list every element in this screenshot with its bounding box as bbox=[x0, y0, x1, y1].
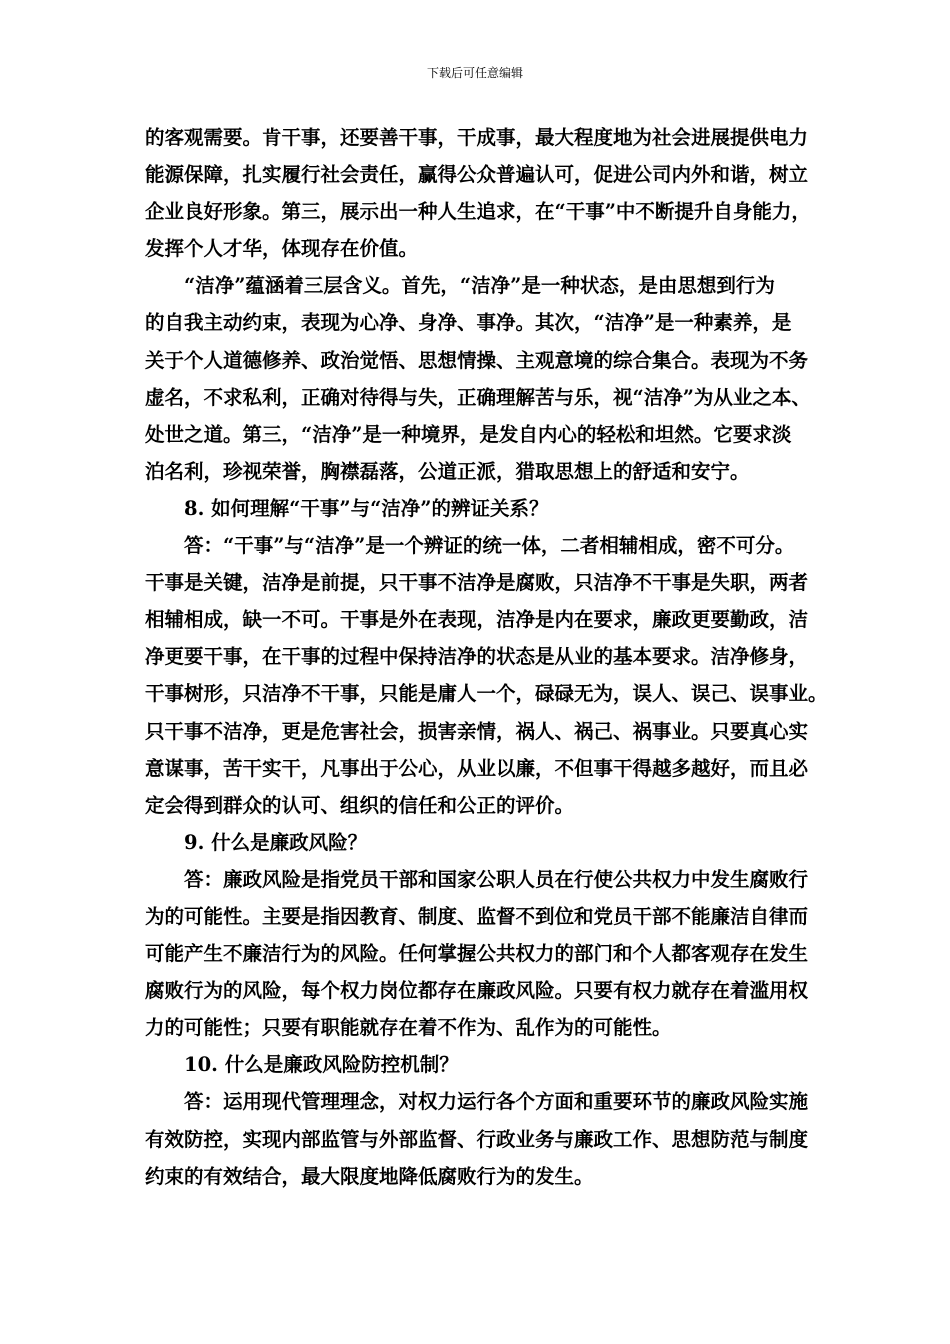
text-line: 只干事不洁净，更是危害社会，损害亲情，祸人、祸己、祸事业。只要真心实 bbox=[145, 719, 809, 743]
document-body bbox=[145, 119, 828, 1195]
answer-start-line: 答：“干事”与“洁净”是一个辨证的统一体，二者相辅相成，密不可分。 bbox=[184, 534, 795, 558]
text-line: 的自我主动约束，表现为心净、身净、事净。其次，“洁净”是一种素养，是 bbox=[145, 311, 792, 335]
text-line: 泊名利，珍视荣誉，胸襟磊落，公道正派，猎取思想上的舒适和安宁。 bbox=[145, 459, 750, 483]
answer-start-line: 答：廉政风险是指党员干部和国家公职人员在行使公共权力中发生腐败行 bbox=[184, 867, 809, 891]
text-line: 关于个人道德修养、政治觉悟、思想情操、主观意境的综合集合。表现为不务 bbox=[145, 348, 809, 372]
question-heading: 9. 什么是廉政风险？ bbox=[184, 830, 368, 854]
text-line: 企业良好形象。第三，展示出一种人生追求，在“干事”中不断提升自身能力， bbox=[145, 200, 811, 224]
page-header: 下载后可任意编辑 bbox=[426, 66, 523, 80]
text-line: 干事树形，只洁净不干事，只能是庸人一个，碌碌无为，误人、误己、误事业。 bbox=[145, 682, 828, 706]
text-line: 可能产生不廉洁行为的风险。任何掌握公共权力的部门和个人都客观存在发生 bbox=[145, 942, 809, 966]
text-line: 相辅相成，缺一不可。干事是外在表现，洁净是内在要求，廉政更要勤政，洁 bbox=[145, 608, 809, 632]
text-line: 力的可能性；只要有职能就存在着不作为、乱作为的可能性。 bbox=[145, 1016, 672, 1040]
text-line: 意谋事，苦干实干，凡事出于公心，从业以廉，不但事干得越多越好，而且必 bbox=[145, 756, 809, 780]
text-line: 处世之道。第三，“洁净”是一种境界，是发自内心的轻松和坦然。它要求淡 bbox=[145, 422, 792, 446]
text-line: 约束的有效结合，最大限度地降低腐败行为的发生。 bbox=[145, 1164, 594, 1188]
text-line: 能源保障，扎实履行社会责任，赢得公众普遍认可，促进公司内外和谐，树立 bbox=[145, 163, 809, 187]
text-line: 定会得到群众的认可、组织的信任和公正的评价。 bbox=[145, 793, 575, 817]
text-line: 净更要干事，在干事的过程中保持洁净的状态是从业的基本要求。洁净修身， bbox=[145, 645, 809, 669]
paragraph-start-line: “洁净”蕴涵着三层含义。首先，“洁净”是一种状态，是由思想到行为 bbox=[184, 274, 775, 298]
question-heading: 8. 如何理解“干事”与“洁净”的辨证关系？ bbox=[184, 496, 549, 520]
text-line: 虚名，不求私利，正确对待得与失，正确理解苦与乐，视“洁净”为从业之本、 bbox=[145, 385, 811, 409]
text-line: 的客观需要。肯干事，还要善干事，干成事，最大程度地为社会进展提供电力 bbox=[145, 126, 809, 149]
text-line: 干事是关键，洁净是前提，只干事不洁净是腐败，只洁净不干事是失职，两者 bbox=[145, 571, 809, 595]
text-line: 发挥个人才华，体现存在价值。 bbox=[145, 237, 419, 261]
text-line: 腐败行为的风险，每个权力岗位都存在廉政风险。只要有权力就存在着滥用权 bbox=[145, 979, 809, 1003]
text-line: 有效防控，实现内部监管与外部监督、行政业务与廉政工作、思想防范与制度 bbox=[145, 1127, 809, 1151]
answer-start-line: 答：运用现代管理理念，对权力运行各个方面和重要环节的廉政风险实施 bbox=[184, 1090, 809, 1114]
question-heading: 10. 什么是廉政风险防控机制？ bbox=[184, 1053, 459, 1077]
text-line: 为的可能性。主要是指因教育、制度、监督不到位和党员干部不能廉洁自律而 bbox=[145, 904, 809, 928]
